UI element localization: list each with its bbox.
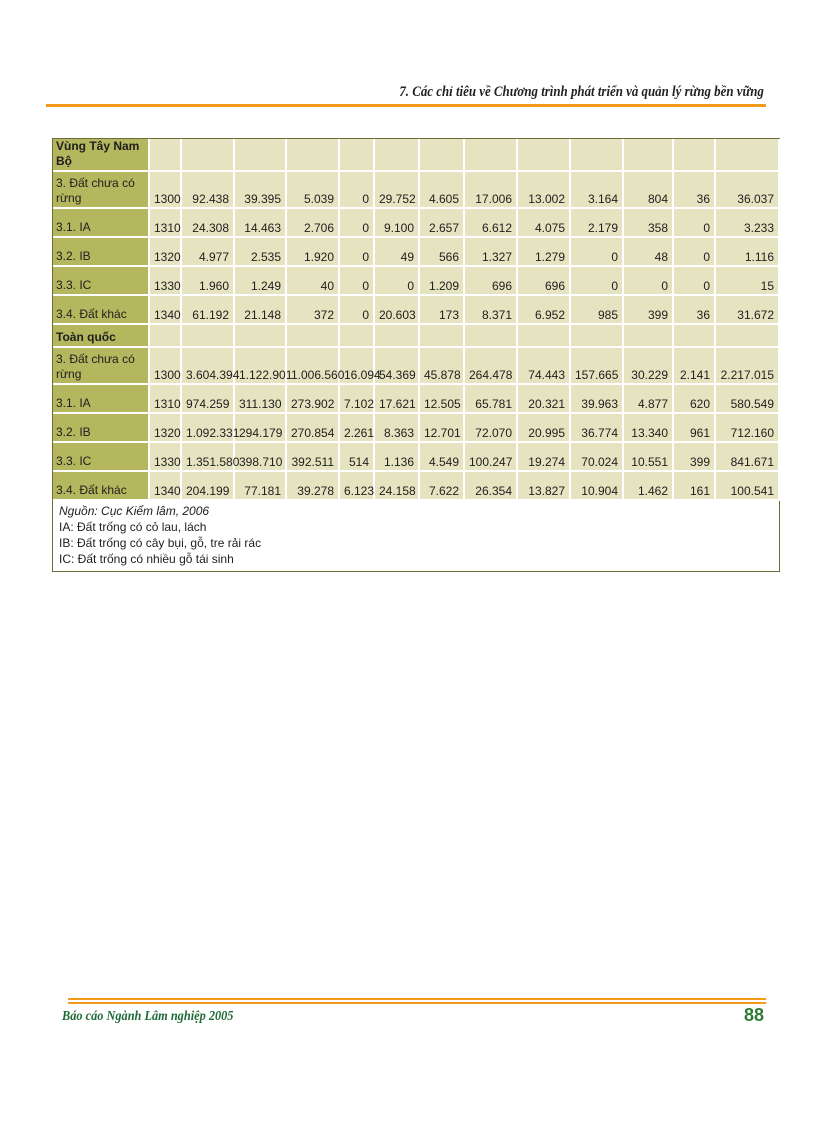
table-row [53,347,779,384]
row-label: 3.4. Đất khác [53,471,149,500]
row-label: 3.2. IB [53,413,149,442]
row-code: 1330 [149,266,181,295]
table-row [53,471,779,500]
empty-cell [517,324,570,347]
value-cell: 36.037 [715,171,779,208]
value-cell: 1.351.580 [181,442,234,471]
value-cell: 14.463 [234,208,286,237]
value-cell: 1.960 [181,266,234,295]
value-cell: 4.075 [517,208,570,237]
row-label: 3.1. IA [53,384,149,413]
value-cell: 20.995 [517,413,570,442]
value-cell: 17.621 [374,384,419,413]
value-cell: 4.877 [623,384,673,413]
value-cell: 372 [286,295,339,324]
section-title: Vùng Tây Nam Bộ [53,139,149,171]
page-number: 88 [743,1005,764,1025]
value-cell: 12.505 [419,384,464,413]
value-cell: 40 [286,266,339,295]
empty-cell [149,324,181,347]
row-label: 3.1. IA [53,208,149,237]
header-title: 7. Các chỉ tiêu về Chương trình phát triển và quản lý rừng bền vững [399,84,764,100]
empty-cell [181,324,234,347]
empty-cell [149,139,181,171]
value-cell: 0 [339,295,374,324]
value-cell: 961 [673,413,715,442]
notes [53,501,779,571]
value-cell: 15 [715,266,779,295]
empty-cell [517,139,570,171]
value-cell: 270.854 [286,413,339,442]
value-cell: 5.039 [286,171,339,208]
value-cell: 24.158 [374,471,419,500]
value-cell: 61.192 [181,295,234,324]
empty-cell [374,139,419,171]
empty-cell [419,324,464,347]
row-code: 1300 [149,171,181,208]
note-line: IA: Đất trống có cỏ lau, lách [59,520,207,534]
value-cell: 696 [517,266,570,295]
value-cell: 36.774 [570,413,623,442]
value-cell: 204.199 [181,471,234,500]
value-cell: 1.920 [286,237,339,266]
value-cell: 92.438 [181,171,234,208]
value-cell: 294.179 [234,413,286,442]
value-cell: 399 [673,442,715,471]
row-label: 3.3. IC [53,442,149,471]
value-cell: 273.902 [286,384,339,413]
value-cell: 70.024 [570,442,623,471]
value-cell: 398.710 [234,442,286,471]
value-cell: 45.878 [419,347,464,384]
footer-title: Báo cáo Ngành Lâm nghiệp 2005 [62,1009,234,1024]
footer-rule [68,998,766,1000]
value-cell: 1.462 [623,471,673,500]
row-code: 1320 [149,413,181,442]
value-cell: 4.549 [419,442,464,471]
row-label: 3.3. IC [53,266,149,295]
value-cell: 19.274 [517,442,570,471]
value-cell: 21.148 [234,295,286,324]
value-cell: 29.752 [374,171,419,208]
empty-cell [419,139,464,171]
value-cell: 1.209 [419,266,464,295]
section-title: Toàn quốc [53,324,149,347]
value-cell: 77.181 [234,471,286,500]
value-cell: 2.535 [234,237,286,266]
data-table [53,139,780,501]
value-cell: 620 [673,384,715,413]
value-cell: 0 [623,266,673,295]
value-cell: 696 [464,266,517,295]
row-label: 3.2. IB [53,237,149,266]
value-cell: 580.549 [715,384,779,413]
empty-cell [286,139,339,171]
empty-cell [464,324,517,347]
value-cell: 8.371 [464,295,517,324]
table-row [53,208,779,237]
note-line: IB: Đất trống có cây bụi, gỗ, tre rải rác [59,536,262,550]
value-cell: 26.354 [464,471,517,500]
table-row [53,171,779,208]
row-code: 1340 [149,471,181,500]
value-cell: 74.443 [517,347,570,384]
value-cell: 3.233 [715,208,779,237]
value-cell: 30.229 [623,347,673,384]
empty-cell [623,139,673,171]
empty-cell [623,324,673,347]
empty-cell [234,139,286,171]
value-cell: 841.671 [715,442,779,471]
value-cell: 974.259 [181,384,234,413]
value-cell: 161 [673,471,715,500]
footer-rule [68,1002,766,1004]
value-cell: 10.904 [570,471,623,500]
value-cell: 13.002 [517,171,570,208]
value-cell: 0 [570,237,623,266]
table-row [53,295,779,324]
value-cell: 7.102 [339,384,374,413]
value-cell: 0 [339,171,374,208]
value-cell: 6.612 [464,208,517,237]
table-body [53,139,779,500]
empty-cell [570,324,623,347]
value-cell: 0 [673,266,715,295]
value-cell: 36 [673,171,715,208]
table-row [53,237,779,266]
value-cell: 9.100 [374,208,419,237]
value-cell: 985 [570,295,623,324]
value-cell: 2.706 [286,208,339,237]
value-cell: 157.665 [570,347,623,384]
value-cell: 1.092.331 [181,413,234,442]
value-cell: 2.179 [570,208,623,237]
value-cell: 39.278 [286,471,339,500]
empty-cell [570,139,623,171]
value-cell: 0 [339,237,374,266]
row-code: 1310 [149,208,181,237]
value-cell: 8.363 [374,413,419,442]
row-code: 1300 [149,347,181,384]
value-cell: 1.006.560 [286,347,339,384]
value-cell: 4.605 [419,171,464,208]
value-cell: 3.164 [570,171,623,208]
empty-cell [181,139,234,171]
table-row [53,384,779,413]
row-code: 1320 [149,237,181,266]
value-cell: 17.006 [464,171,517,208]
value-cell: 100.247 [464,442,517,471]
value-cell: 712.160 [715,413,779,442]
value-cell: 173 [419,295,464,324]
value-cell: 20.321 [517,384,570,413]
data-table-container [52,138,780,572]
empty-cell [339,324,374,347]
empty-cell [715,324,779,347]
empty-cell [286,324,339,347]
value-cell: 3.604.394 [181,347,234,384]
row-code: 1310 [149,384,181,413]
row-code: 1340 [149,295,181,324]
value-cell: 1.327 [464,237,517,266]
value-cell: 399 [623,295,673,324]
value-cell: 100.541 [715,471,779,500]
value-cell: 264.478 [464,347,517,384]
value-cell: 12.701 [419,413,464,442]
value-cell: 1.279 [517,237,570,266]
value-cell: 16.094 [339,347,374,384]
value-cell: 7.622 [419,471,464,500]
value-cell: 0 [673,237,715,266]
value-cell: 0 [339,208,374,237]
source-note: Nguồn: Cục Kiểm lâm, 2006 [59,504,210,518]
value-cell: 1.116 [715,237,779,266]
value-cell: 358 [623,208,673,237]
empty-cell [673,324,715,347]
value-cell: 31.672 [715,295,779,324]
value-cell: 65.781 [464,384,517,413]
value-cell: 804 [623,171,673,208]
value-cell: 0 [570,266,623,295]
value-cell: 2.217.015 [715,347,779,384]
empty-cell [673,139,715,171]
row-label: 3. Đất chưa có rừng [53,347,149,384]
section-header-row [53,139,779,171]
row-code: 1330 [149,442,181,471]
table-row [53,442,779,471]
value-cell: 20.603 [374,295,419,324]
value-cell: 1.122.901 [234,347,286,384]
value-cell: 2.657 [419,208,464,237]
value-cell: 0 [339,266,374,295]
empty-cell [374,324,419,347]
value-cell: 311.130 [234,384,286,413]
empty-cell [339,139,374,171]
value-cell: 36 [673,295,715,324]
value-cell: 392.511 [286,442,339,471]
empty-cell [234,324,286,347]
value-cell: 39.395 [234,171,286,208]
value-cell: 566 [419,237,464,266]
value-cell: 49 [374,237,419,266]
header-rule [46,104,766,107]
value-cell: 0 [374,266,419,295]
section-header-row [53,324,779,347]
value-cell: 48 [623,237,673,266]
row-label: 3. Đất chưa có rừng [53,171,149,208]
value-cell: 4.977 [181,237,234,266]
value-cell: 72.070 [464,413,517,442]
value-cell: 1.249 [234,266,286,295]
value-cell: 13.340 [623,413,673,442]
value-cell: 514 [339,442,374,471]
value-cell: 54.369 [374,347,419,384]
value-cell: 2.261 [339,413,374,442]
table-row [53,266,779,295]
value-cell: 10.551 [623,442,673,471]
row-label: 3.4. Đất khác [53,295,149,324]
value-cell: 6.952 [517,295,570,324]
table-row [53,413,779,442]
empty-cell [464,139,517,171]
value-cell: 1.136 [374,442,419,471]
note-line: IC: Đất trống có nhiều gỗ tái sinh [59,552,234,566]
value-cell: 6.123 [339,471,374,500]
value-cell: 24.308 [181,208,234,237]
value-cell: 2.141 [673,347,715,384]
empty-cell [715,139,779,171]
value-cell: 0 [673,208,715,237]
value-cell: 39.963 [570,384,623,413]
value-cell: 13.827 [517,471,570,500]
